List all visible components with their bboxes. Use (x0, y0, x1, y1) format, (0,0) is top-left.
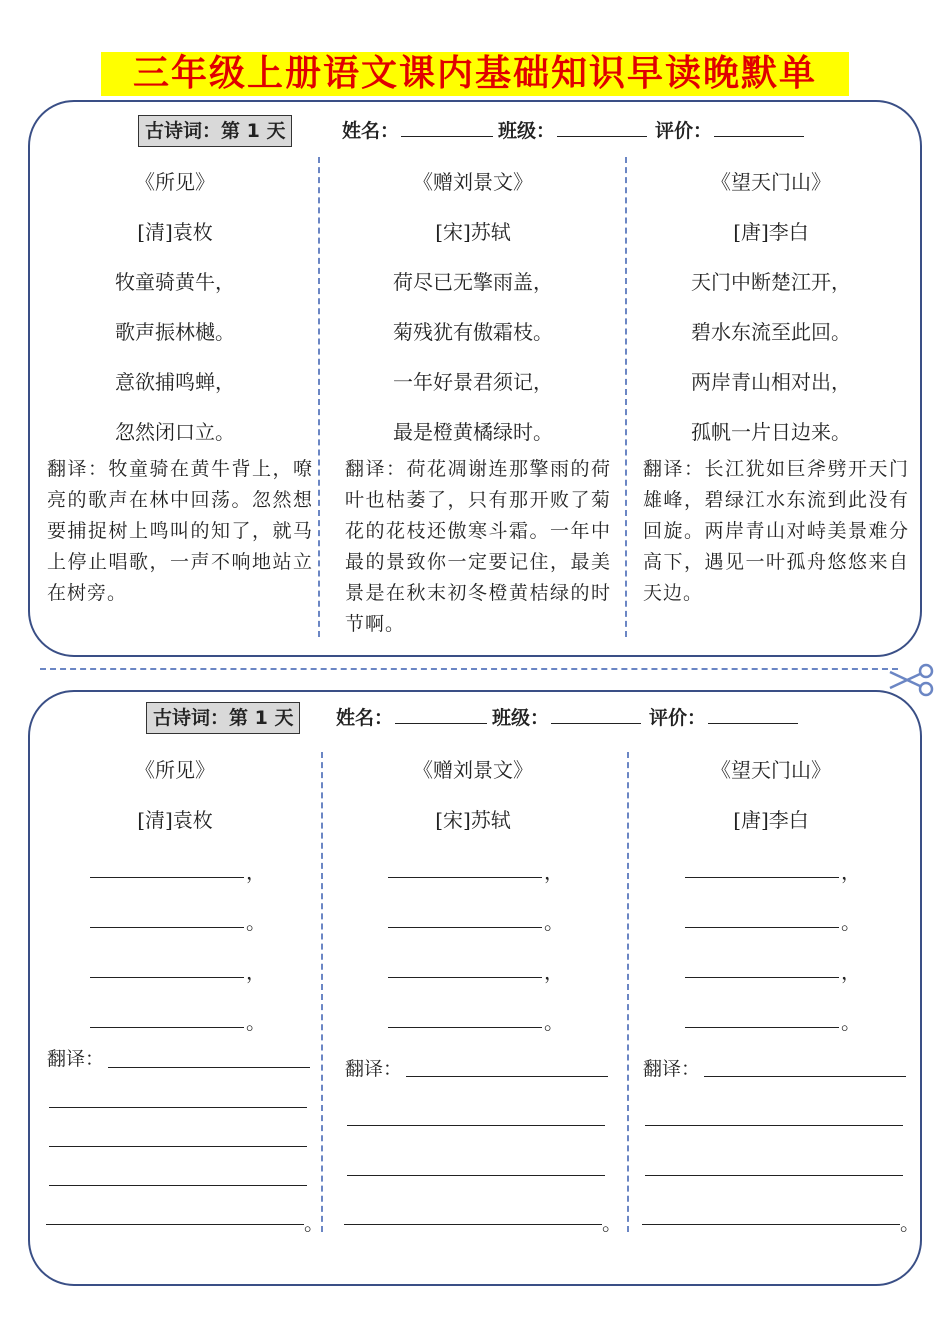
line-punct: 。 (544, 910, 564, 934)
line-punct: ， (841, 960, 861, 984)
line-punct: ， (544, 960, 564, 984)
page-title: 三年级上册语文课内基础知识早读晚默单 (101, 52, 849, 96)
write-line[interactable] (685, 877, 839, 878)
translation-line[interactable] (645, 1125, 903, 1126)
translation-line[interactable] (108, 1067, 310, 1068)
line-punct: 。 (841, 1010, 861, 1034)
column-divider (321, 752, 323, 1232)
poem-translation: 翻译：牧童骑在黄牛背上，嘹亮的歌声在林中回荡。忽然想要捕捉树上鸣叫的知了，就马上停止唱歌，一声不响地站立在树旁。 (47, 458, 313, 604)
poem-line: 菊残犹有傲霜枝。 (393, 320, 553, 344)
dictation-column (328, 692, 618, 1282)
translation-line[interactable] (49, 1107, 307, 1108)
line-punct: ， (841, 860, 861, 884)
poem-line: 两岸青山相对出， (691, 370, 851, 394)
translation-line[interactable] (347, 1175, 605, 1176)
name-label: 姓名： (342, 120, 400, 142)
dictation-panel (28, 690, 922, 1286)
poem-title: 《所见》 (135, 170, 215, 194)
write-line[interactable] (388, 927, 542, 928)
day-label: 古诗词：第 1 天 (138, 115, 292, 147)
line-punct: ， (246, 860, 266, 884)
translation-line[interactable] (344, 1224, 602, 1225)
final-punct: 。 (602, 1211, 622, 1235)
grade-label: 评价： (649, 707, 707, 729)
translation-line[interactable] (49, 1185, 307, 1186)
poem-translation: 翻译：荷花凋谢连那擎雨的荷叶也枯萎了，只有那开败了菊花的花枝还傲寒斗霜。一年中最的景致你一定要记住，最美景是在秋末初冬橙黄桔绿的时节啊。 (345, 458, 611, 635)
dictation-column (626, 692, 916, 1282)
write-line[interactable] (388, 1027, 542, 1028)
translation-label: 翻译： (643, 1058, 701, 1080)
poem-author: [清]袁枚 (137, 808, 213, 832)
class-label: 班级： (492, 707, 550, 729)
translation-line[interactable] (642, 1224, 900, 1225)
write-line[interactable] (90, 977, 244, 978)
line-punct: 。 (246, 910, 266, 934)
write-line[interactable] (388, 977, 542, 978)
final-punct: 。 (900, 1211, 920, 1235)
name-label: 姓名： (336, 707, 394, 729)
write-line[interactable] (685, 977, 839, 978)
poem-line: 天门中断楚江开， (691, 270, 851, 294)
translation-label: 翻译： (345, 1058, 403, 1080)
poem-title: 《望天门山》 (711, 758, 831, 782)
translation-line[interactable] (704, 1076, 906, 1077)
translation-label: 翻译： (47, 1048, 105, 1070)
poem-author: [清]袁枚 (137, 220, 213, 244)
line-punct: ， (246, 960, 266, 984)
poem-line: 碧水东流至此回。 (691, 320, 851, 344)
translation-line[interactable] (406, 1076, 608, 1077)
poem-author: [宋]苏轼 (435, 808, 511, 832)
dictation-column (30, 692, 320, 1282)
poem-line: 孤帆一片日边来。 (691, 420, 851, 444)
reading-panel (28, 100, 922, 657)
poem-line: 忽然闭口立。 (115, 420, 235, 444)
line-punct: ， (544, 860, 564, 884)
cut-line (40, 668, 898, 670)
write-line[interactable] (90, 927, 244, 928)
class-label: 班级： (498, 120, 556, 142)
poem-title: 《赠刘景文》 (413, 170, 533, 194)
poem-line: 最是橙黄橘绿时。 (393, 420, 553, 444)
poem-line: 荷尽已无擎雨盖， (393, 270, 553, 294)
translation-line[interactable] (645, 1175, 903, 1176)
final-punct: 。 (304, 1211, 324, 1235)
grade-label: 评价： (655, 120, 713, 142)
poem-author: [唐]李白 (733, 808, 809, 832)
poem-line: 一年好景君须记， (393, 370, 553, 394)
poem-title: 《赠刘景文》 (413, 758, 533, 782)
translation-line[interactable] (49, 1146, 307, 1147)
translation-line[interactable] (347, 1125, 605, 1126)
poem-translation: 翻译：长江犹如巨斧劈开天门雄峰，碧绿江水东流到此没有回旋。两岸青山对峙美景难分高下，遇见一叶孤舟悠悠来自天边。 (643, 458, 909, 604)
write-line[interactable] (90, 877, 244, 878)
translation-line[interactable] (46, 1224, 304, 1225)
day-label: 古诗词：第 1 天 (146, 702, 300, 734)
poem-author: [唐]李白 (733, 220, 809, 244)
line-punct: 。 (246, 1010, 266, 1034)
poem-author: [宋]苏轼 (435, 220, 511, 244)
write-line[interactable] (90, 1027, 244, 1028)
write-line[interactable] (388, 877, 542, 878)
poem-title: 《所见》 (135, 758, 215, 782)
line-punct: 。 (841, 910, 861, 934)
poem-line: 牧童骑黄牛， (115, 270, 235, 294)
write-line[interactable] (685, 927, 839, 928)
line-punct: 。 (544, 1010, 564, 1034)
poem-line: 意欲捕鸣蝉， (115, 370, 235, 394)
write-line[interactable] (685, 1027, 839, 1028)
poem-line: 歌声振林樾。 (115, 320, 235, 344)
poem-title: 《望天门山》 (711, 170, 831, 194)
